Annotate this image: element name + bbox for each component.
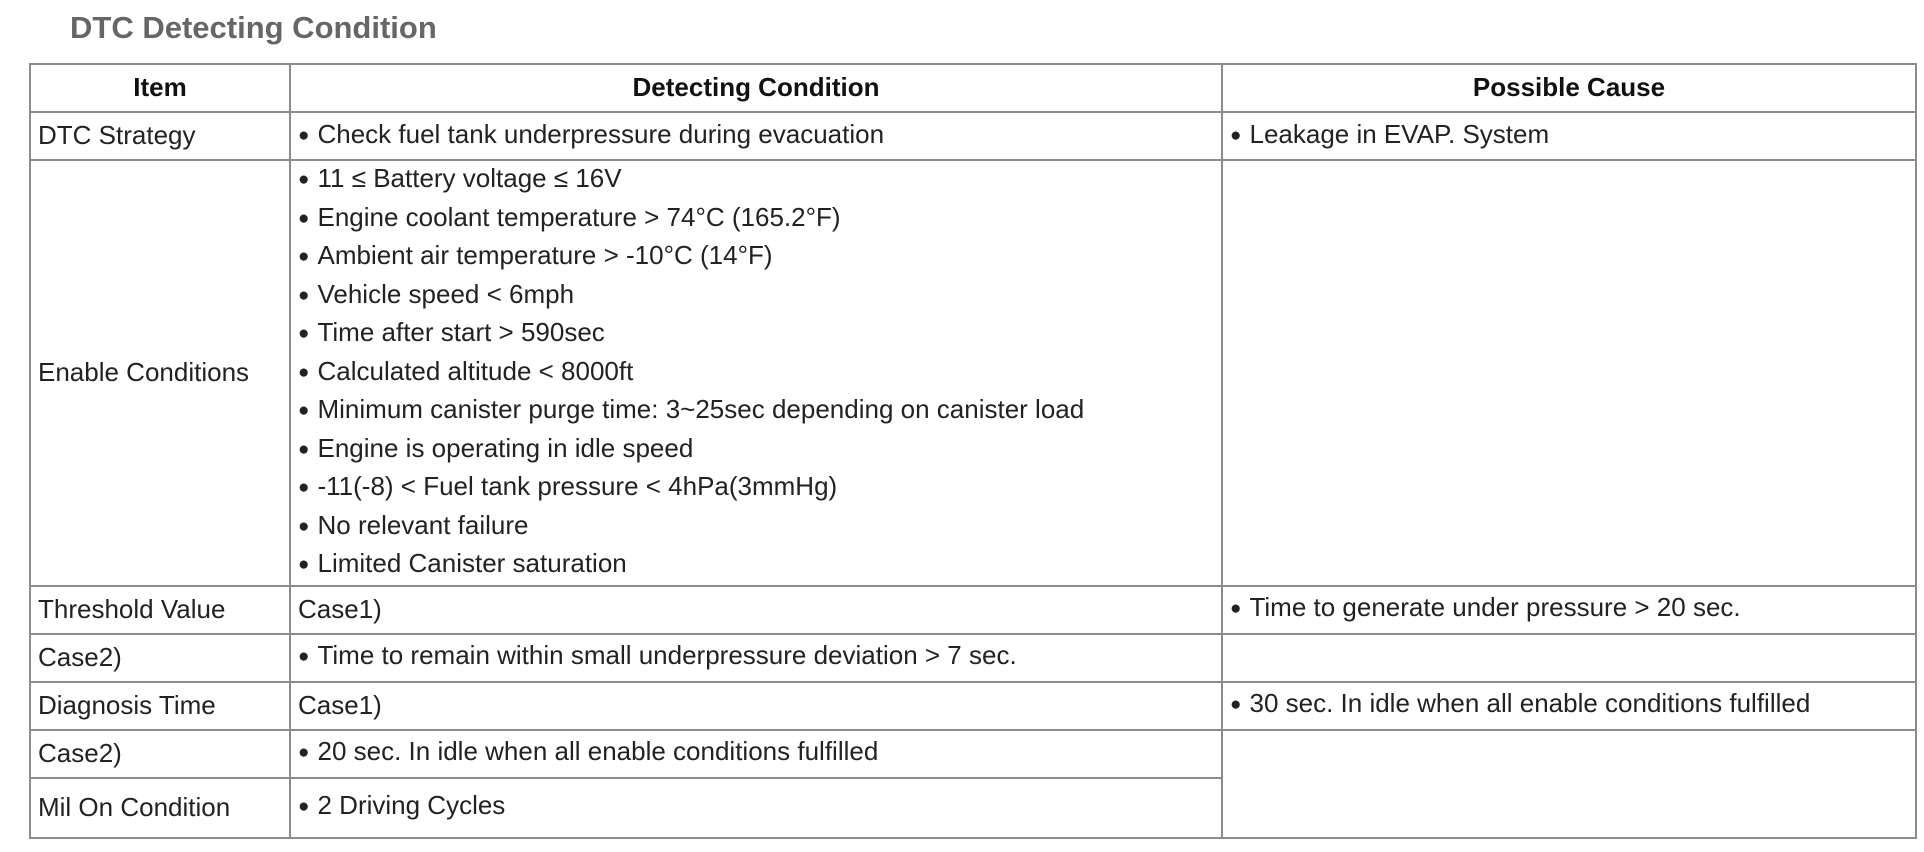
condition-cell bbox=[290, 730, 1222, 778]
table-row-diagnosis-case2 bbox=[30, 730, 1916, 778]
table-header-row bbox=[30, 64, 1916, 112]
cause-cell-empty bbox=[1222, 634, 1916, 682]
table-row-threshold-case2 bbox=[30, 634, 1916, 682]
condition-cell: Case1) bbox=[290, 586, 1222, 634]
item-cell: Threshold Value bbox=[30, 586, 290, 634]
item-cell: DTC Strategy bbox=[30, 112, 290, 160]
condition-cell bbox=[290, 634, 1222, 682]
table-row-threshold-value bbox=[30, 586, 1916, 634]
list-item: ● Ambient air temperature > -10°C (14°F) bbox=[298, 238, 1214, 277]
list-item: ● Vehicle speed < 6mph bbox=[298, 277, 1214, 316]
list-item: ● 11 ≤ Battery voltage ≤ 16V bbox=[298, 161, 1214, 200]
item-cell: Case2) bbox=[30, 634, 290, 682]
condition-cell: Case1) bbox=[290, 682, 1222, 730]
table-row-dtc-strategy bbox=[30, 112, 1916, 160]
header-detecting-condition: Detecting Condition bbox=[290, 64, 1222, 112]
header-item: Item bbox=[30, 64, 290, 112]
item-cell: Enable Conditions bbox=[30, 160, 290, 586]
bullet-text: ● 20 sec. In idle when all enable conditions fulfilled bbox=[298, 736, 878, 766]
cause-cell-empty bbox=[1222, 730, 1916, 838]
list-item: ● -11(-8) < Fuel tank pressure < 4hPa(3mmHg) bbox=[298, 469, 1214, 508]
cause-cell bbox=[1222, 586, 1916, 634]
item-cell: Case2) bbox=[30, 730, 290, 778]
list-item: ● Time after start > 590sec bbox=[298, 315, 1214, 354]
condition-cell bbox=[290, 160, 1222, 586]
table-row-diagnosis-time bbox=[30, 682, 1916, 730]
bullet-text: ● 2 Driving Cycles bbox=[298, 790, 505, 820]
bullet-text: ● 30 sec. In idle when all enable conditions fulfilled bbox=[1230, 688, 1810, 718]
list-item: ● Minimum canister purge time: 3~25sec depending on canister load bbox=[298, 392, 1214, 431]
condition-cell bbox=[290, 112, 1222, 160]
list-item: ● Limited Canister saturation bbox=[298, 546, 1214, 585]
header-possible-cause: Possible Cause bbox=[1222, 64, 1916, 112]
page-title: DTC Detecting Condition bbox=[70, 10, 437, 45]
bullet-text: ● Time to generate under pressure > 20 sec. bbox=[1230, 592, 1741, 622]
dtc-condition-table bbox=[29, 63, 1917, 839]
bullet-text: ● Time to remain within small underpressure deviation > 7 sec. bbox=[298, 640, 1017, 670]
enable-conditions-list bbox=[298, 161, 1214, 585]
list-item: ● Engine coolant temperature > 74°C (165.2°F) bbox=[298, 200, 1214, 239]
list-item: ● No relevant failure bbox=[298, 508, 1214, 547]
cause-cell bbox=[1222, 682, 1916, 730]
bullet-text: ● Check fuel tank underpressure during evacuation bbox=[298, 119, 884, 149]
cause-cell bbox=[1222, 112, 1916, 160]
condition-cell bbox=[290, 778, 1222, 838]
item-cell: Mil On Condition bbox=[30, 778, 290, 838]
bullet-text: ● Leakage in EVAP. System bbox=[1230, 119, 1549, 149]
list-item: ● Engine is operating in idle speed bbox=[298, 431, 1214, 470]
cause-cell-empty bbox=[1222, 160, 1916, 586]
list-item: ● Calculated altitude < 8000ft bbox=[298, 354, 1214, 393]
item-cell: Diagnosis Time bbox=[30, 682, 290, 730]
table-row-enable-conditions bbox=[30, 160, 1916, 586]
